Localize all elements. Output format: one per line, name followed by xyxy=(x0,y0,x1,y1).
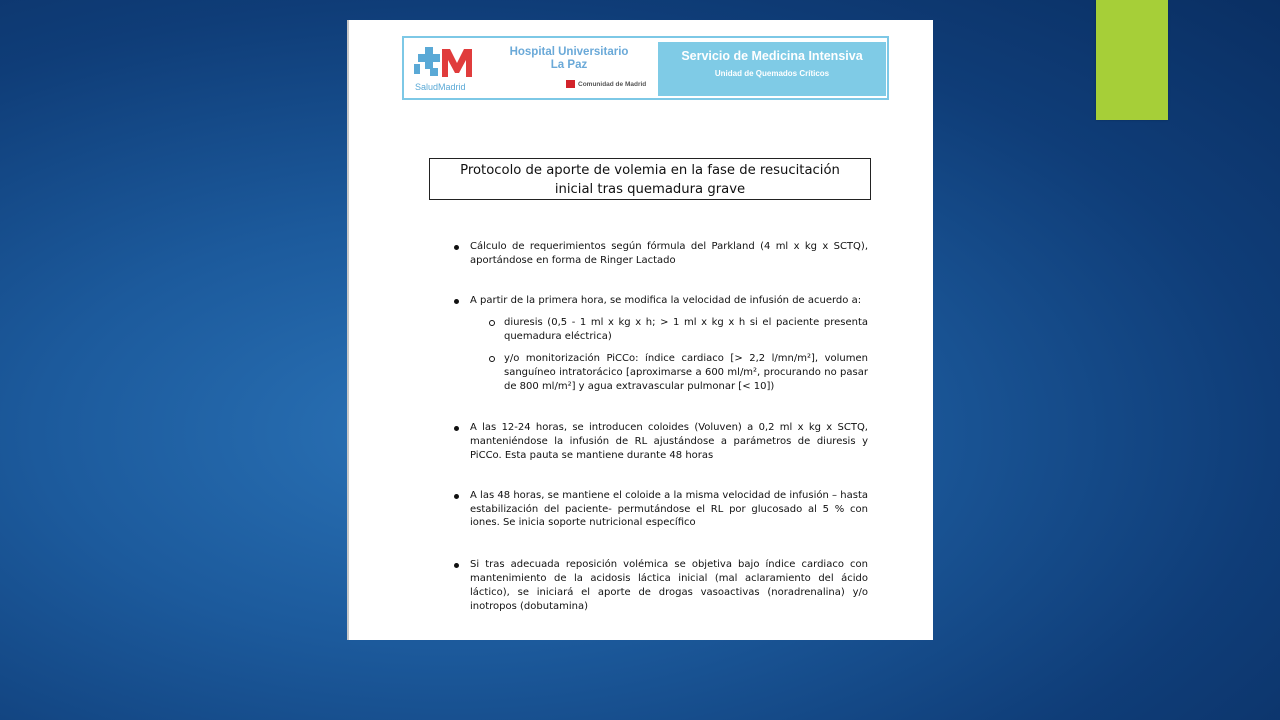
bullet-text: A partir de la primera hora, se modifica la velocidad de infusión de acuerdo a: xyxy=(470,294,862,306)
hospital-name-line-1: Hospital Universitario xyxy=(509,46,629,58)
hospital-name-line-2: La Paz xyxy=(550,59,588,71)
logo-brand-text: SaludMadrid xyxy=(415,82,466,92)
sub-bullet-text: y/o monitorización PiCCo: índice cardiaco [> 2,2 l/mn/m²], volumen sanguíneo intratorácico [aproximarse a 600 ml/m², procurando no pasar de 800 ml/m²] y agua extravascular pulmonar [< 10]) xyxy=(504,352,868,392)
comunidad-label: Comunidad de Madrid xyxy=(578,80,647,88)
bullet-text: A las 12-24 horas, se introducen coloides (Voluven) a 0,2 ml x kg x SCTQ, manteniéndose la infusión de RL ajustándose a parámetros de diuresis y PiCCo. Esta pauta se mantiene durante 48 horas xyxy=(470,422,868,461)
sub-bullet-icon xyxy=(489,320,495,326)
bullet-item xyxy=(454,240,868,268)
comunidad-madrid-badge xyxy=(566,80,646,88)
bullet-text: Si tras adecuada reposición volémica se objetiva bajo índice cardiaco con mantenimiento de la acidosis láctica inicial (mal aclaramiento del ácido láctico), se iniciará el aporte de drogas vasoactivas (noradrenalina) y/o inotropos (dobutamina) xyxy=(470,559,868,612)
sub-bullet-text: diuresis (0,5 - 1 ml x kg x h; > 1 ml x kg x h si el paciente presenta quemadura eléctrica) xyxy=(504,317,868,343)
comunidad-flag-icon xyxy=(566,80,575,88)
title-line-1: Protocolo de aporte de volemia en la fase de resucitación xyxy=(460,163,840,178)
bullet-icon xyxy=(454,245,459,250)
protocol-content xyxy=(454,240,868,613)
bullet-item xyxy=(454,558,868,613)
bullet-icon xyxy=(454,299,459,304)
bullet-icon xyxy=(454,426,459,431)
bullet-item xyxy=(454,421,868,462)
document-title xyxy=(429,158,871,200)
service-box xyxy=(658,42,886,96)
sub-bullet-item xyxy=(454,352,868,393)
bullet-item xyxy=(454,294,868,308)
sub-bullet-icon xyxy=(489,356,495,362)
hospital-header-banner xyxy=(402,36,889,100)
service-unit: Unidad de Quemados Críticos xyxy=(714,69,830,78)
document-page xyxy=(347,20,933,640)
accent-bar xyxy=(1096,0,1168,120)
bullet-icon xyxy=(454,563,459,568)
bullet-text: Cálculo de requerimientos según fórmula del Parkland (4 ml x kg x SCTQ), aportándose en forma de Ringer Lactado xyxy=(470,241,868,266)
bullet-text: A las 48 horas, se mantiene el coloide a la misma velocidad de infusión – hasta estabilización del paciente- permutándose el RL por glucosado al 5 % con iones. Se inicia soporte nutricional específico xyxy=(470,489,868,529)
service-title: Servicio de Medicina Intensiva xyxy=(681,49,863,63)
salud-madrid-logo xyxy=(412,44,484,92)
title-line-2: inicial tras quemadura grave xyxy=(554,182,746,197)
bullet-icon xyxy=(454,494,459,499)
bullet-item xyxy=(454,489,868,530)
sub-bullet-item xyxy=(454,316,868,344)
hospital-name xyxy=(500,46,638,72)
